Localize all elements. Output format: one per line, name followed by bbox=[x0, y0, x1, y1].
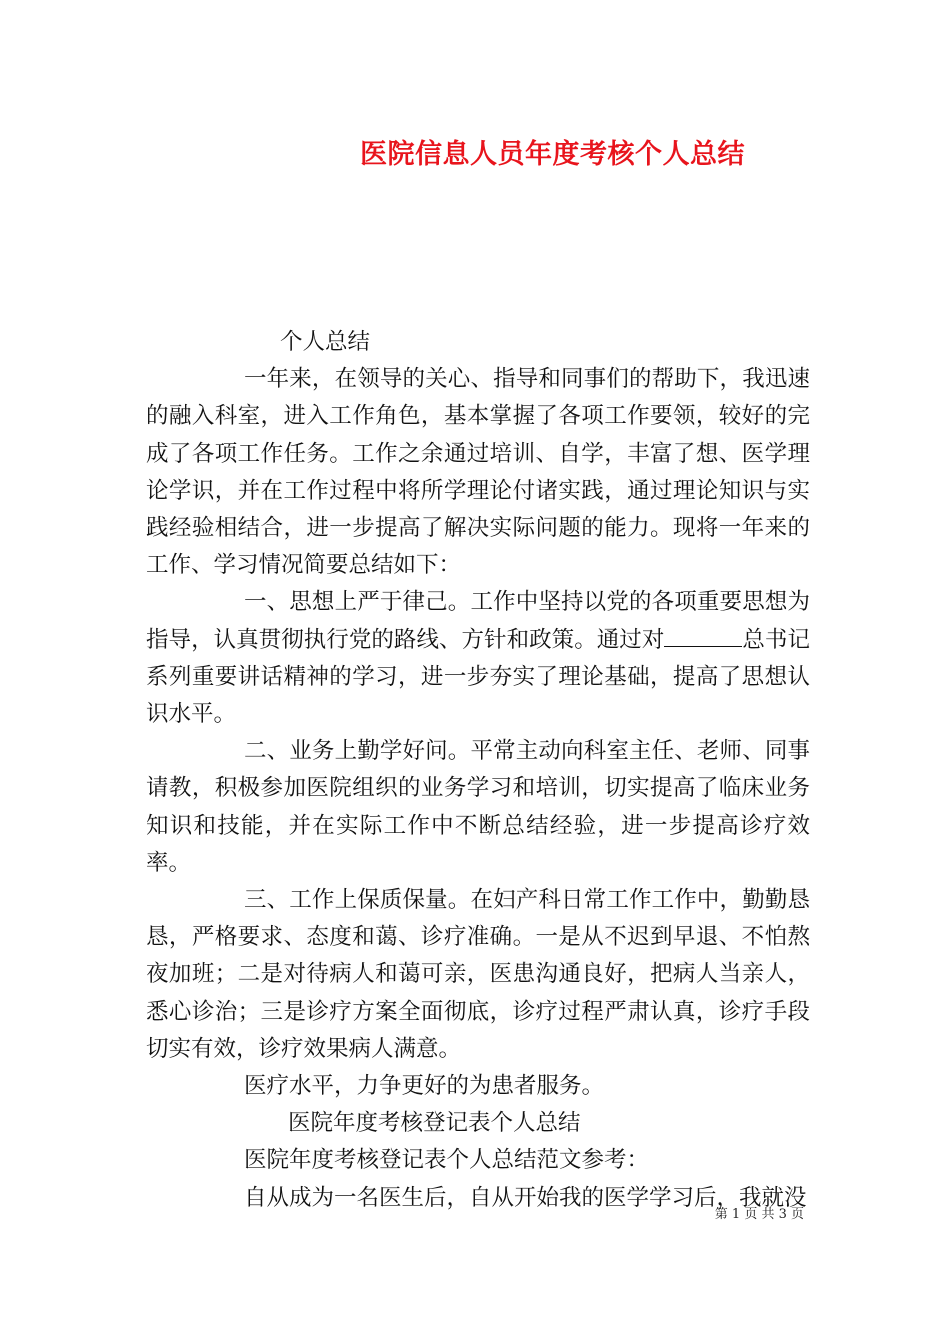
paragraph-thought-before: 一、思想上严于律己。工作中坚持以党的各项重要思想为指导，认真贯彻执行党的路线、方针和政策。通过对 bbox=[146, 589, 810, 653]
paragraph-intro: 一年来，在领导的关心、指导和同事们的帮助下，我迅速的融入科室，进入工作角色，基本掌握了各项工作要领，较好的完成了各项工作任务。工作之余通过培训、自学，丰富了想、医学理论学识，并在工作过程中将所学理论付诸实践，通过理论知识与实践经验相结合，进一步提高了解决实际问题的能力。现将一年来的工作、学习情况简要总结如下： bbox=[146, 366, 810, 579]
paragraph-thought bbox=[146, 584, 810, 733]
fill-in-blank bbox=[664, 622, 742, 647]
paragraph-business: 二、业务上勤学好问。平常主动向科室主任、老师、同事请教，积极参加医院组织的业务学习和培训，切实提高了临床业务知识和技能，并在实际工作中不断总结经验，进一步提高诊疗效率。 bbox=[146, 738, 810, 876]
document-title: 医院信息人员年度考核个人总结 bbox=[360, 139, 745, 170]
paragraph-service: 医疗水平，力争更好的为患者服务。 bbox=[244, 1073, 605, 1100]
section-heading: 个人总结 bbox=[280, 329, 371, 355]
paragraph-reference: 医院年度考核登记表个人总结范文参考： bbox=[244, 1147, 650, 1174]
paragraph-work: 三、工作上保质保量。在妇产科日常工作工作中，勤勤恳恳，严格要求、态度和蔼、诊疗准确。一是从不迟到早退、不怕熬夜加班；二是对待病人和蔼可亲，医患沟通良好，把病人当亲人，悉心诊治；三是诊疗方案全面彻底，诊疗过程严肃认真，诊疗手段切实有效，诊疗效果病人满意。 bbox=[146, 887, 810, 1062]
paragraph-thought-after: 总书记系列重要讲话精神的学习，进一步夯实了理论基础，提高了思想认识水平。 bbox=[146, 626, 810, 728]
paragraph-closing: 自从成为一名医生后，自从开始我的医学学习后，我就没 bbox=[244, 1184, 807, 1211]
section-heading-2: 医院年度考核登记表个人总结 bbox=[288, 1110, 581, 1137]
document-body bbox=[146, 324, 810, 1217]
page-number: 第 1 页 共 3 页 bbox=[714, 1207, 804, 1222]
